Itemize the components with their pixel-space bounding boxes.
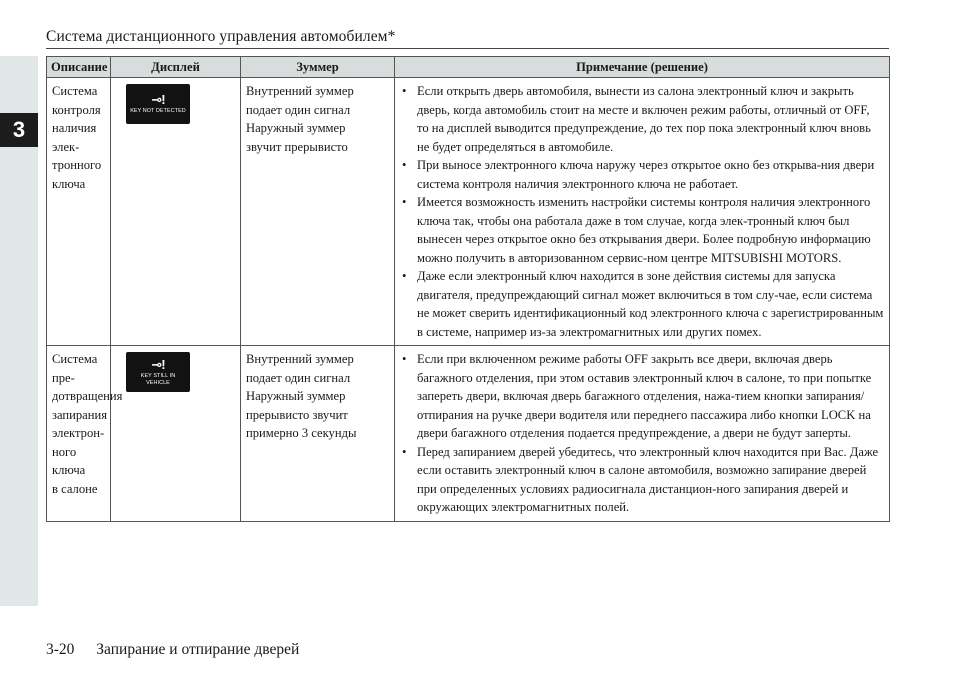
row-notes: [395, 78, 890, 346]
row-display: [111, 78, 241, 346]
warning-table: [46, 56, 890, 522]
display-screen: [126, 352, 190, 392]
note-item: • Перед запиранием дверей убедитесь, что электронный ключ находится при Вас. Даже если оставить электронный ключ в салоне автомобиля, возможно запирание дверей при определенных условиях радиосигнала дистанцион-ного запирания дверей и окружающих электромагнитных полей.: [400, 443, 884, 517]
row-description: Система пре- дотвращения запирания электрон- ного ключа в салоне: [47, 346, 111, 522]
note-item: • При выносе электронного ключа наружу через открытое окно без открыва-ния двери система контроля наличия электронного ключа не работает.: [400, 156, 884, 193]
column-header-notes: Примечание (решение): [395, 57, 890, 78]
key-warning-icon: ⊸!: [151, 92, 165, 108]
note-item: • Имеется возможность изменить настройки системы контроля наличия электронного ключа так, чтобы она работала даже в том случае, когда элек-тронный ключ был вынесен через открытое окно без открывания двери. Более подробную информацию можно получить в авторизованном сервис-ном центре MITSUBISHI MOTORS.: [400, 193, 884, 267]
row-notes: [395, 346, 890, 522]
page-footer: [46, 641, 299, 659]
key-warning-icon: ⊸!: [151, 357, 165, 373]
display-message: KEY STILL IN VEHICLE: [140, 373, 176, 386]
column-header-display: Дисплей: [111, 57, 241, 78]
column-header-buzzer: Зуммер: [241, 57, 395, 78]
header-rule: [46, 48, 889, 49]
display-message: KEY NOT DETECTED: [130, 108, 186, 115]
row-buzzer: Внутренний зуммер подает один сигнал Наружный зуммер звучит прерывисто: [241, 78, 395, 346]
section-title: Запирание и отпирание дверей: [96, 641, 300, 658]
chapter-tab: 3: [0, 113, 38, 147]
table-header-row: [47, 57, 890, 78]
running-header: Система дистанционного управления автомобилем*: [46, 28, 396, 45]
note-item: • Если открыть дверь автомобиля, вынести из салона электронный ключ и закрыть дверь, когда автомобиль стоит на месте и включен режим работы, отличный от OFF, то на дисплей выводится предупреждение, до тех пор пока электронный ключ вновь не будет определяться в автомобиле.: [400, 82, 884, 156]
display-screen: [126, 84, 190, 124]
note-item: • Даже если электронный ключ находится в зоне действия системы для запуска двигателя, предупреждающий сигнал может включиться в том слу-чае, если система не может сверить идентификационный код электронного ключа с зарегистрированным в системе, например из-за электромагнитных или других помех.: [400, 267, 884, 341]
note-item: • Если при включенном режиме работы OFF закрыть все двери, включая дверь багажного отделения, при этом оставив электронный ключ в салоне, то при попытке запереть двери, включая дверь багажного отделения, нажа-тием кнопки запирания/отпирания на ручке двери водителя или переднего пассажира либо кнопки LOCK на двери багажного отделения подается предупреждение, а двери не будут заперты.: [400, 350, 884, 443]
column-header-description: Описание: [47, 57, 111, 78]
table-row: [47, 346, 890, 522]
table-row: [47, 78, 890, 346]
row-buzzer: Внутренний зуммер подает один сигнал Наружный зуммер прерывисто звучит примерно 3 секунды: [241, 346, 395, 522]
page-number: 3-20: [46, 641, 75, 658]
row-display: [111, 346, 241, 522]
row-description: Система контроля наличия элек- тронного ключа: [47, 78, 111, 346]
